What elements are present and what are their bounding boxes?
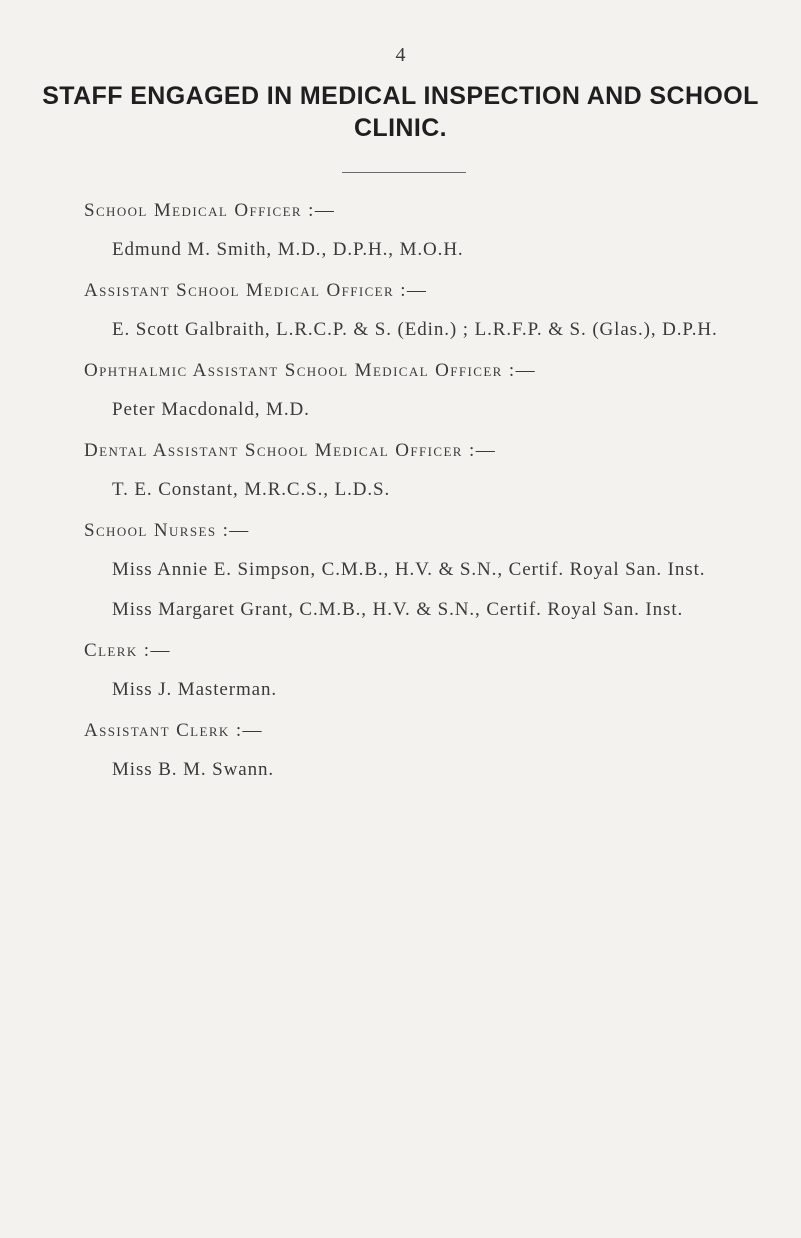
name-school-nurse-1: Miss Annie E. Simpson, C.M.B., H.V. & S.N., Certif. Royal San. Inst.: [112, 559, 706, 580]
name-clerk: Miss J. Masterman.: [112, 679, 278, 700]
name-ophthalmic-officer: Peter Macdonald, M.D.: [112, 399, 310, 420]
page-title-line-1: STAFF ENGAGED IN MEDICAL INSPECTION AND SCHOOL: [42, 82, 759, 110]
name-school-medical-officer: Edmund M. Smith, M.D., D.P.H., M.O.H.: [112, 239, 464, 260]
page-number: 4: [395, 44, 406, 66]
heading-assistant-clerk: Assistant Clerk :—: [84, 720, 263, 741]
heading-dental-officer: Dental Assistant School Medical Officer :—: [84, 440, 497, 461]
name-school-nurse-2: Miss Margaret Grant, C.M.B., H.V. & S.N., Certif. Royal San. Inst.: [112, 599, 684, 620]
name-assistant-school-medical-officer: E. Scott Galbraith, L.R.C.P. & S. (Edin.) ; L.R.F.P. & S. (Glas.), D.P.H.: [112, 319, 718, 340]
page-title: [40, 80, 761, 144]
name-dental-officer: T. E. Constant, M.R.C.S., L.D.S.: [112, 479, 391, 500]
heading-school-nurses: School Nurses :—: [84, 520, 250, 541]
name-assistant-clerk: Miss B. M. Swann.: [112, 759, 275, 780]
heading-school-medical-officer: School Medical Officer :—: [84, 200, 336, 221]
page-title-line-2: CLINIC.: [353, 114, 448, 142]
heading-ophthalmic-officer: Ophthalmic Assistant School Medical Officer :—: [84, 360, 536, 381]
title-divider: [342, 172, 466, 173]
heading-assistant-school-medical-officer: Assistant School Medical Officer :—: [84, 280, 428, 301]
heading-clerk: Clerk :—: [84, 640, 171, 661]
